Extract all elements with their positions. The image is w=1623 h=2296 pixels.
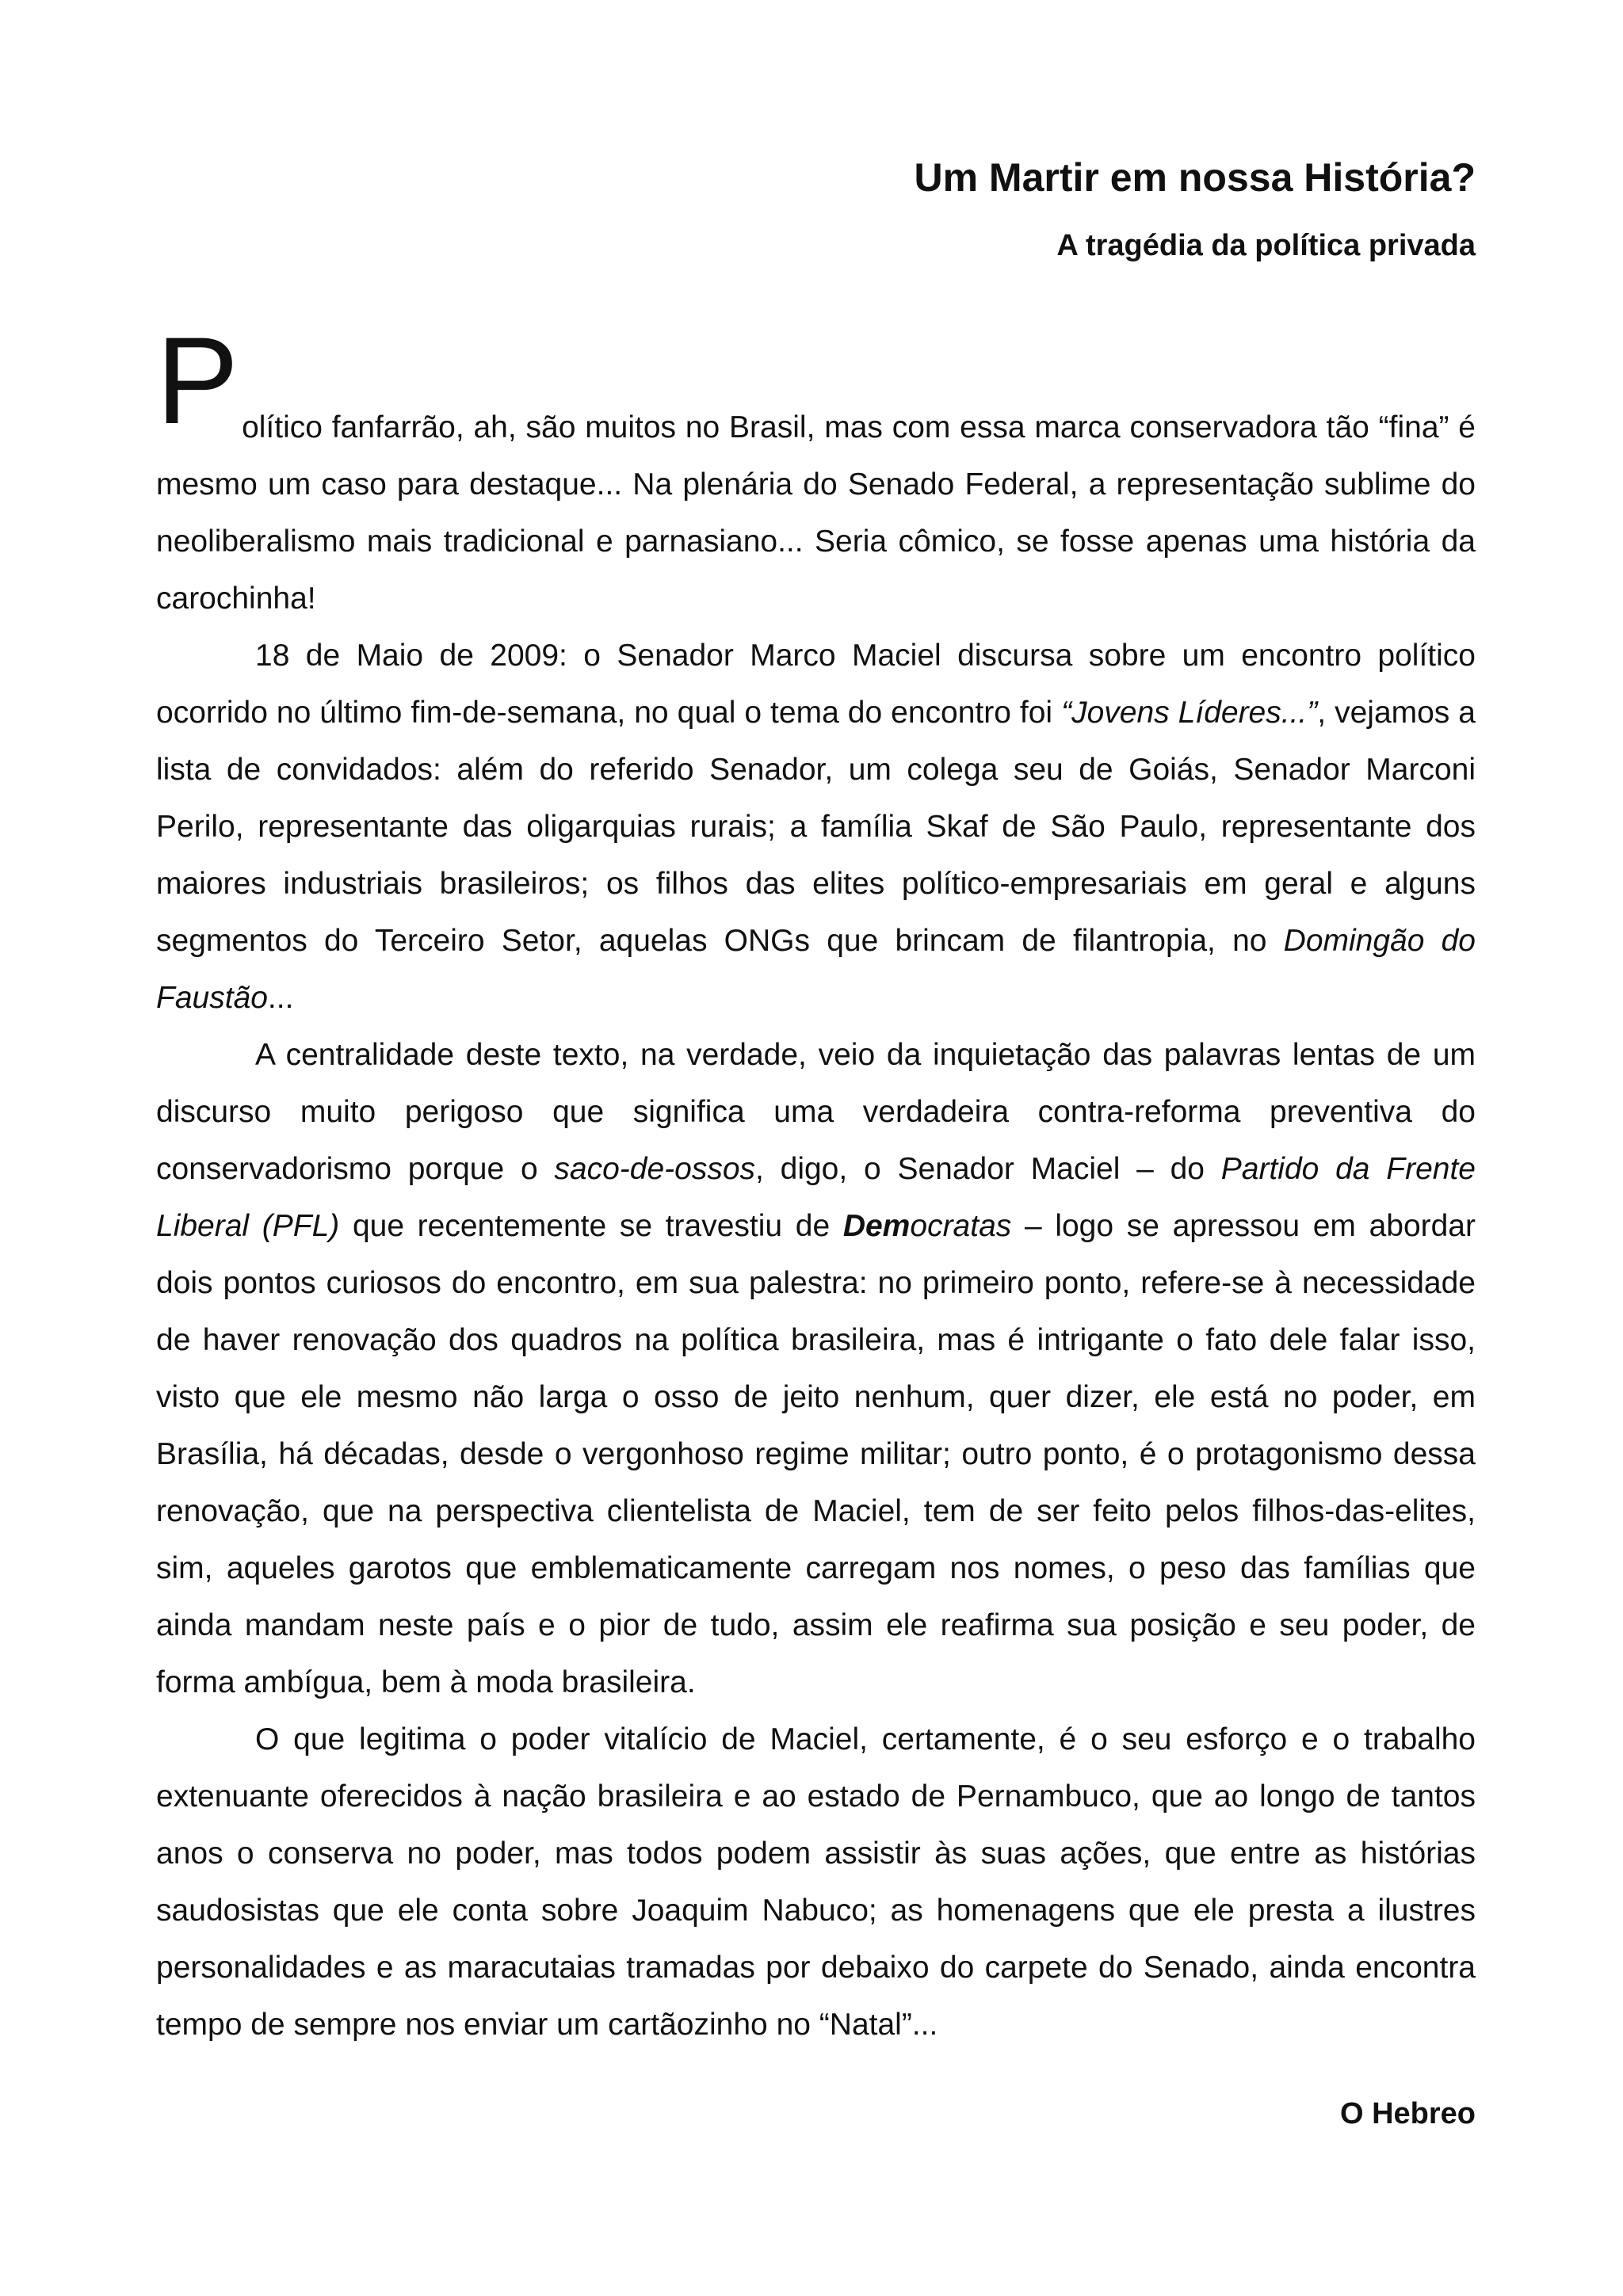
drop-cap: P	[156, 312, 239, 450]
paragraph-3-italic-a: saco-de-ossos	[554, 1152, 756, 1186]
paragraph-3-text-a: A centralidade deste texto, na verdade, veio da inquietação das palavras lentas de um discurso muito perigoso que significa uma verdadeira contra-reforma preventiva do conservadorismo porque o	[156, 1038, 1476, 1186]
paragraph-4	[156, 1711, 1476, 2054]
paragraph-1	[156, 312, 1476, 627]
paragraph-3-text-c: que recentemente se travestiu de	[339, 1209, 843, 1243]
author-signature: O Hebreo	[1339, 2097, 1476, 2130]
paragraph-1-text: olítico fanfarrão, ah, são muitos no Brasil, mas com essa marca conservadora tão “fina” é mesmo um caso para destaque... Na plenária do Senado Federal, a representação sublime do neoliberalismo mais tradicional e parnasiano... Seria cômico, se fosse apenas uma história da carochinha!	[156, 410, 1476, 616]
paragraph-3-bold-italic: Dem	[842, 1209, 911, 1243]
paragraph-2-text-c: ...	[267, 981, 294, 1015]
article-body	[156, 312, 1476, 2054]
paragraph-3-italic-c: ocratas	[910, 1209, 1012, 1243]
paragraph-3-text-b: , digo, o Senador Maciel – do	[755, 1152, 1221, 1186]
paragraph-2-text-a: 18 de Maio de 2009: o Senador Marco Maciel discursa sobre um encontro político ocorrido no último fim-de-semana, no qual o tema do encontro foi	[156, 639, 1476, 730]
paragraph-2-italic-b: Domingão do Faustão	[156, 924, 1476, 1015]
page-title: Um Martir em nossa História?	[914, 155, 1476, 200]
paragraph-2-italic-a: “Jovens Líderes...”	[1061, 696, 1318, 730]
paragraph-2-text-b: , vejamos a lista de convidados: além do referido Senador, um colega seu de Goiás, Senador Marconi Perilo, representante das oligarquias rurais; a família Skaf de São Paulo, representante dos maiores industriais brasileiros; os filhos das elites político-empresariais em geral e alguns segmentos do Terceiro Setor, aquelas ONGs que brincam de filantropia, no	[156, 696, 1476, 958]
paragraph-4-text: O que legitima o poder vitalício de Maciel, certamente, é o seu esforço e o trabalho extenuante oferecidos à nação brasileira e ao estado de Pernambuco, que ao longo de tantos anos o conserva no poder, mas todos podem assistir às suas ações, que entre as histórias saudosistas que ele conta sobre Joaquim Nabuco; as homenagens que ele presta a ilustres personalidades e as maracutaias tramadas por debaixo do carpete do Senado, ainda encontra tempo de sempre nos enviar um cartãozinho no “Natal”...	[156, 1722, 1476, 2042]
page-subtitle: A tragédia da política privada	[1056, 229, 1476, 262]
paragraph-3-text-d: – logo se apressou em abordar dois pontos curiosos do encontro, em sua palestra: no primeiro ponto, refere-se à necessidade de haver renovação dos quadros na política brasileira, mas é intrigante o fato dele falar isso, visto que ele mesmo não larga o osso de jeito nenhum, quer dizer, ele está no poder, em Brasília, há décadas, desde o vergonhoso regime militar; outro ponto, é o protagonismo dessa renovação, que na perspectiva clientelista de Maciel, tem de ser feito pelos filhos-das-elites, sim, aqueles garotos que emblematicamente carregam nos nomes, o peso das famílias que ainda mandam neste país e o pior de tudo, assim ele reafirma sua posição e seu poder, de forma ambígua, bem à moda brasileira.	[156, 1209, 1476, 1699]
paragraph-2	[156, 627, 1476, 1027]
paragraph-3	[156, 1027, 1476, 1711]
paragraph-3-italic-b: Partido da Frente Liberal (PFL)	[156, 1152, 1476, 1243]
